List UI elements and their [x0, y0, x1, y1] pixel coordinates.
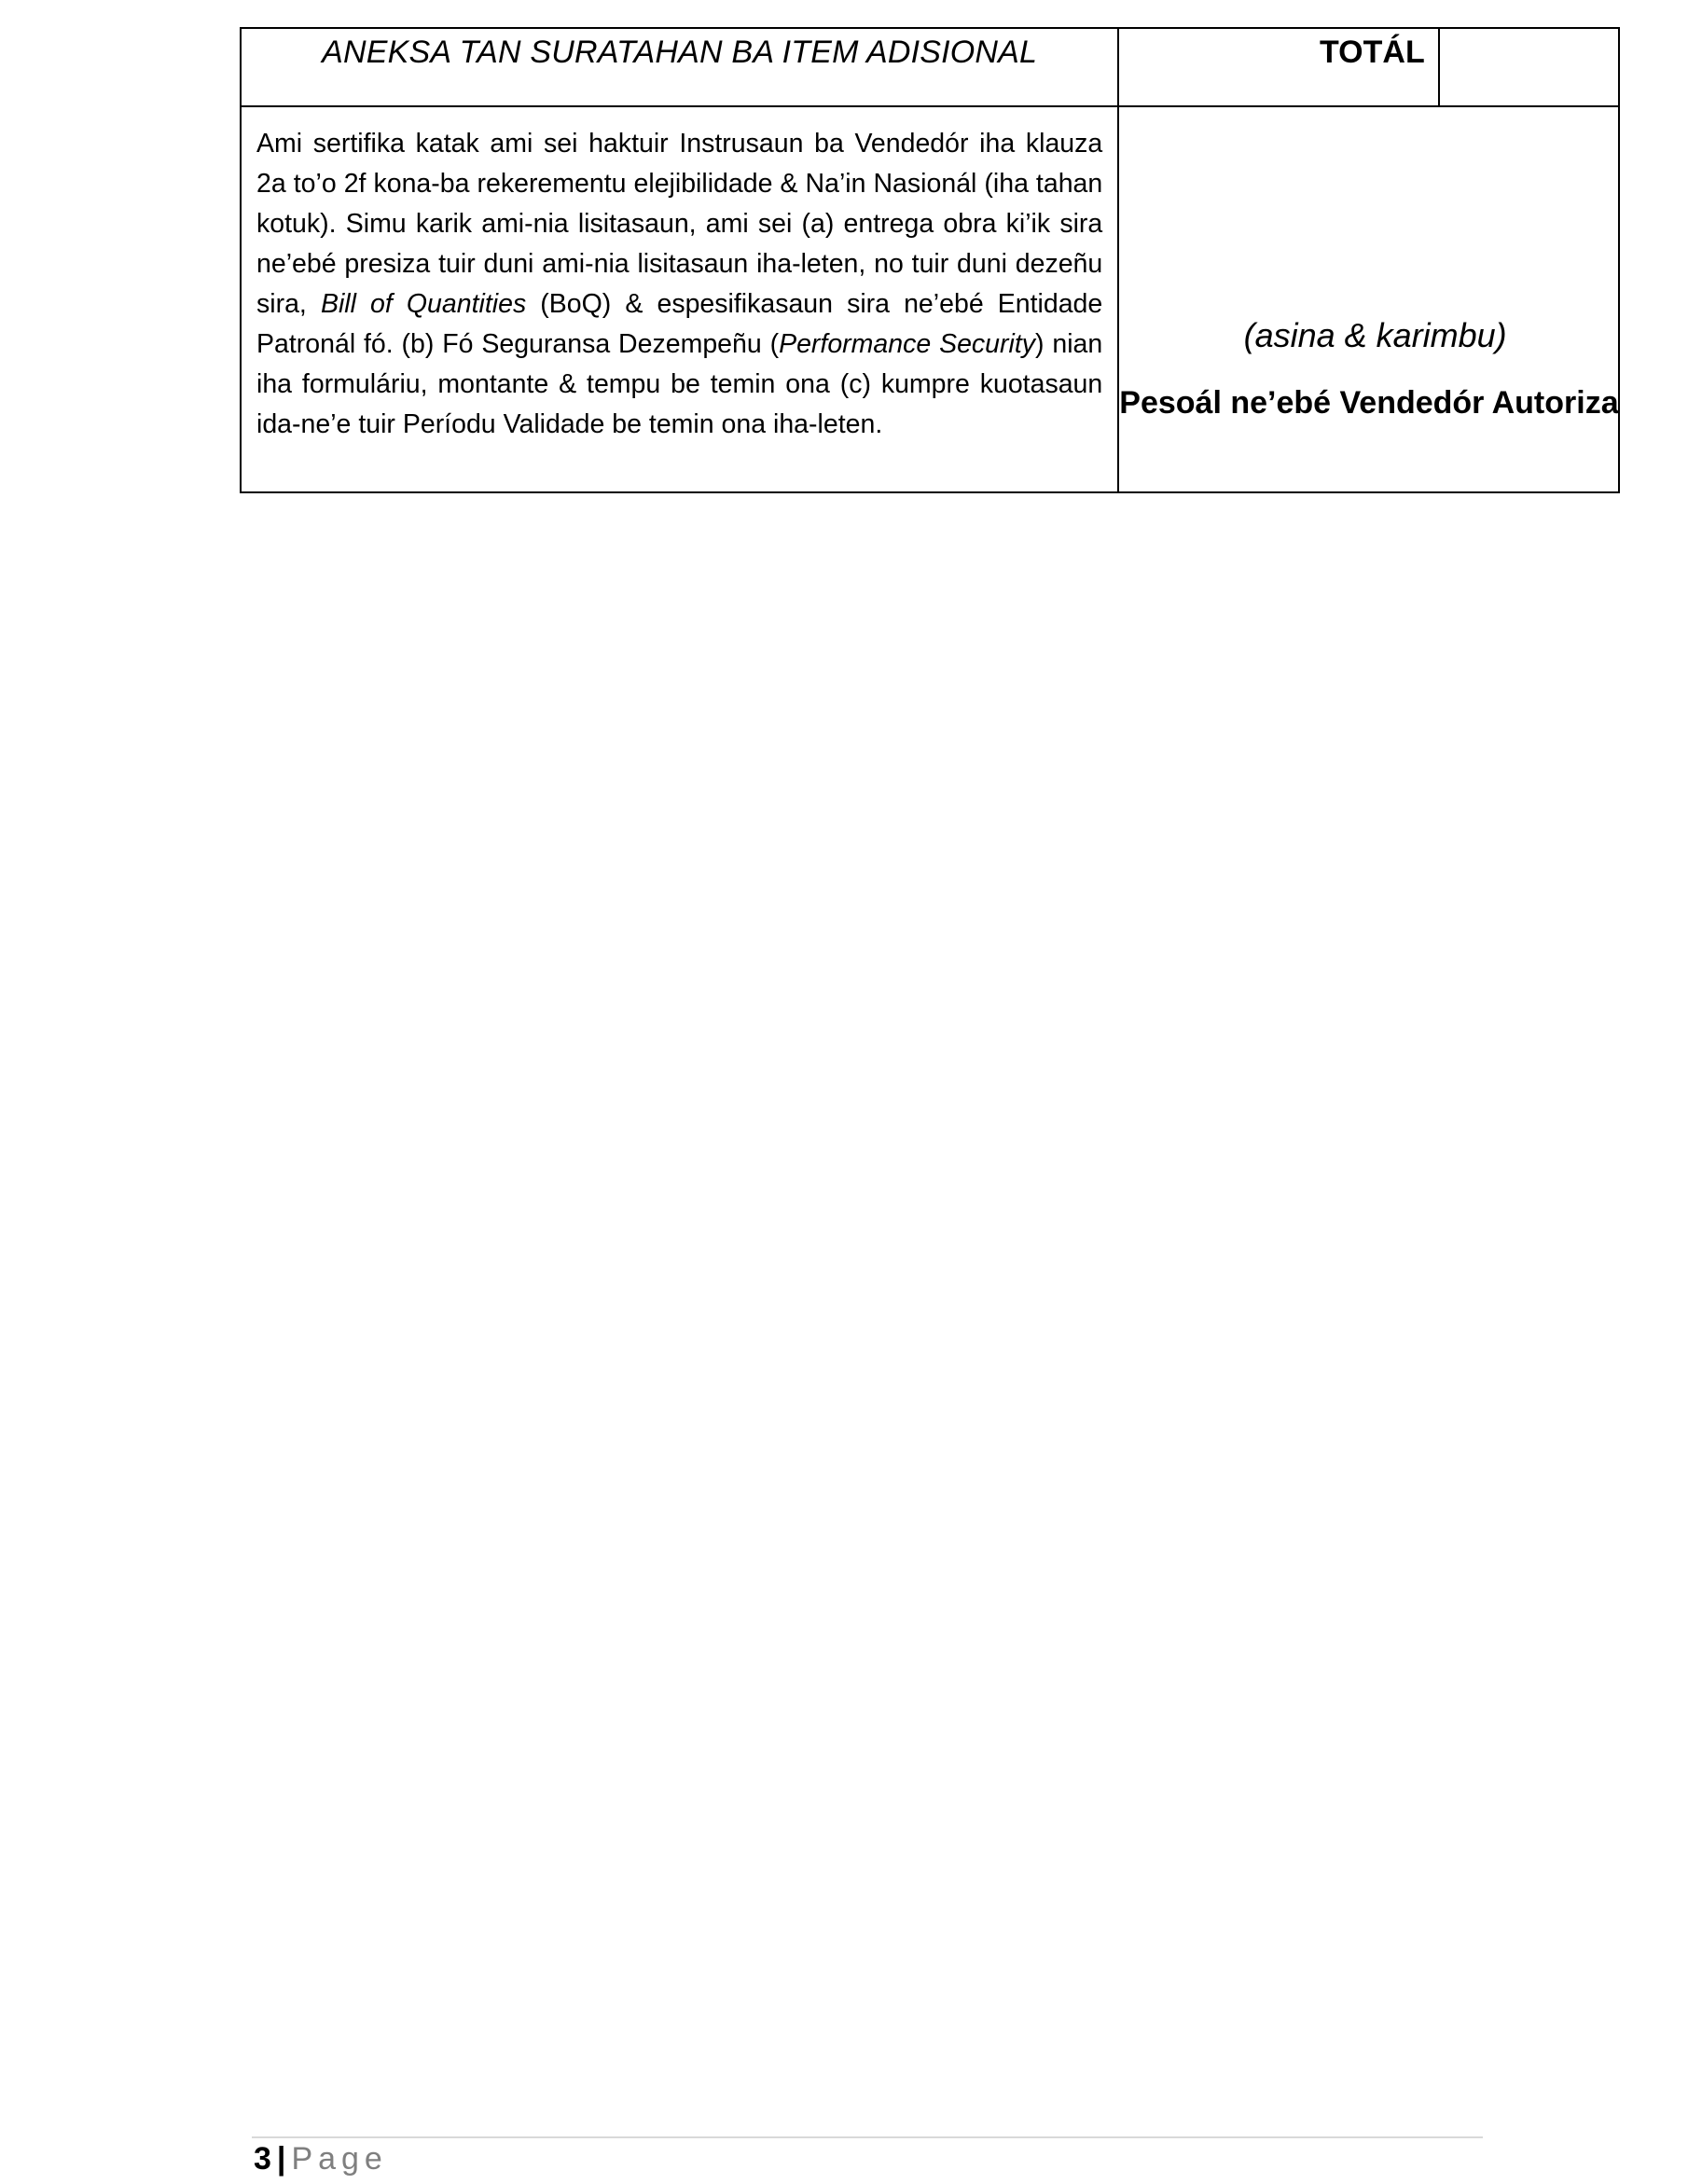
annex-title: ANEKSA TAN SURATAHAN BA ITEM ADISIONAL — [241, 28, 1118, 106]
table-body-row — [241, 106, 1619, 492]
annex-table — [240, 27, 1620, 493]
certification-paragraph — [256, 124, 1102, 445]
table-header-row — [241, 28, 1619, 106]
footer-divider — [252, 2136, 1483, 2138]
signatory-role: Pesoál ne’ebé Vendedór Autoriza — [1119, 385, 1619, 421]
signature-cell — [1118, 106, 1619, 492]
page-number: 3 — [254, 2141, 271, 2177]
total-label: TOTÁL — [1118, 28, 1438, 106]
signature-block — [1119, 316, 1618, 422]
certification-cell — [241, 106, 1118, 492]
certification-italic-performance: Performance Security — [779, 329, 1036, 359]
certification-text-part2: (BoQ) & espesifikasaun sira ne’ebé Entidade Patronál fó. (b) Fó Seguransa Dezempeñu ( — [256, 289, 1103, 359]
certification-text-part3: ) nian iha formuláriu, montante & tempu be temin ona (c) kumpre kuotasaun ida-ne’e tuir Períodu Validade be temin ona iha-leten. — [256, 329, 1103, 439]
certification-italic-boq: Bill of Quantities — [320, 289, 527, 319]
signature-placeholder: (asina & karimbu) — [1243, 316, 1507, 354]
total-value-cell — [1439, 28, 1619, 106]
certification-text-part1: Ami sertifika katak ami sei haktuir Instrusaun ba Vendedór iha klauza 2a to’o 2f kona-ba rekerementu elejibilidade & Na’in Nasionál (iha tahan kotuk). Simu karik ami-nia lisitasaun, ami sei (a) entrega obra ki’ik sira ne’ebé presiza tuir duni ami-nia lisitasaun iha-leten, no tuir duni dezeñu sira, — [256, 129, 1103, 319]
page-footer — [254, 2141, 388, 2177]
page-separator: | — [276, 2141, 286, 2177]
page-word: Page — [291, 2141, 388, 2177]
